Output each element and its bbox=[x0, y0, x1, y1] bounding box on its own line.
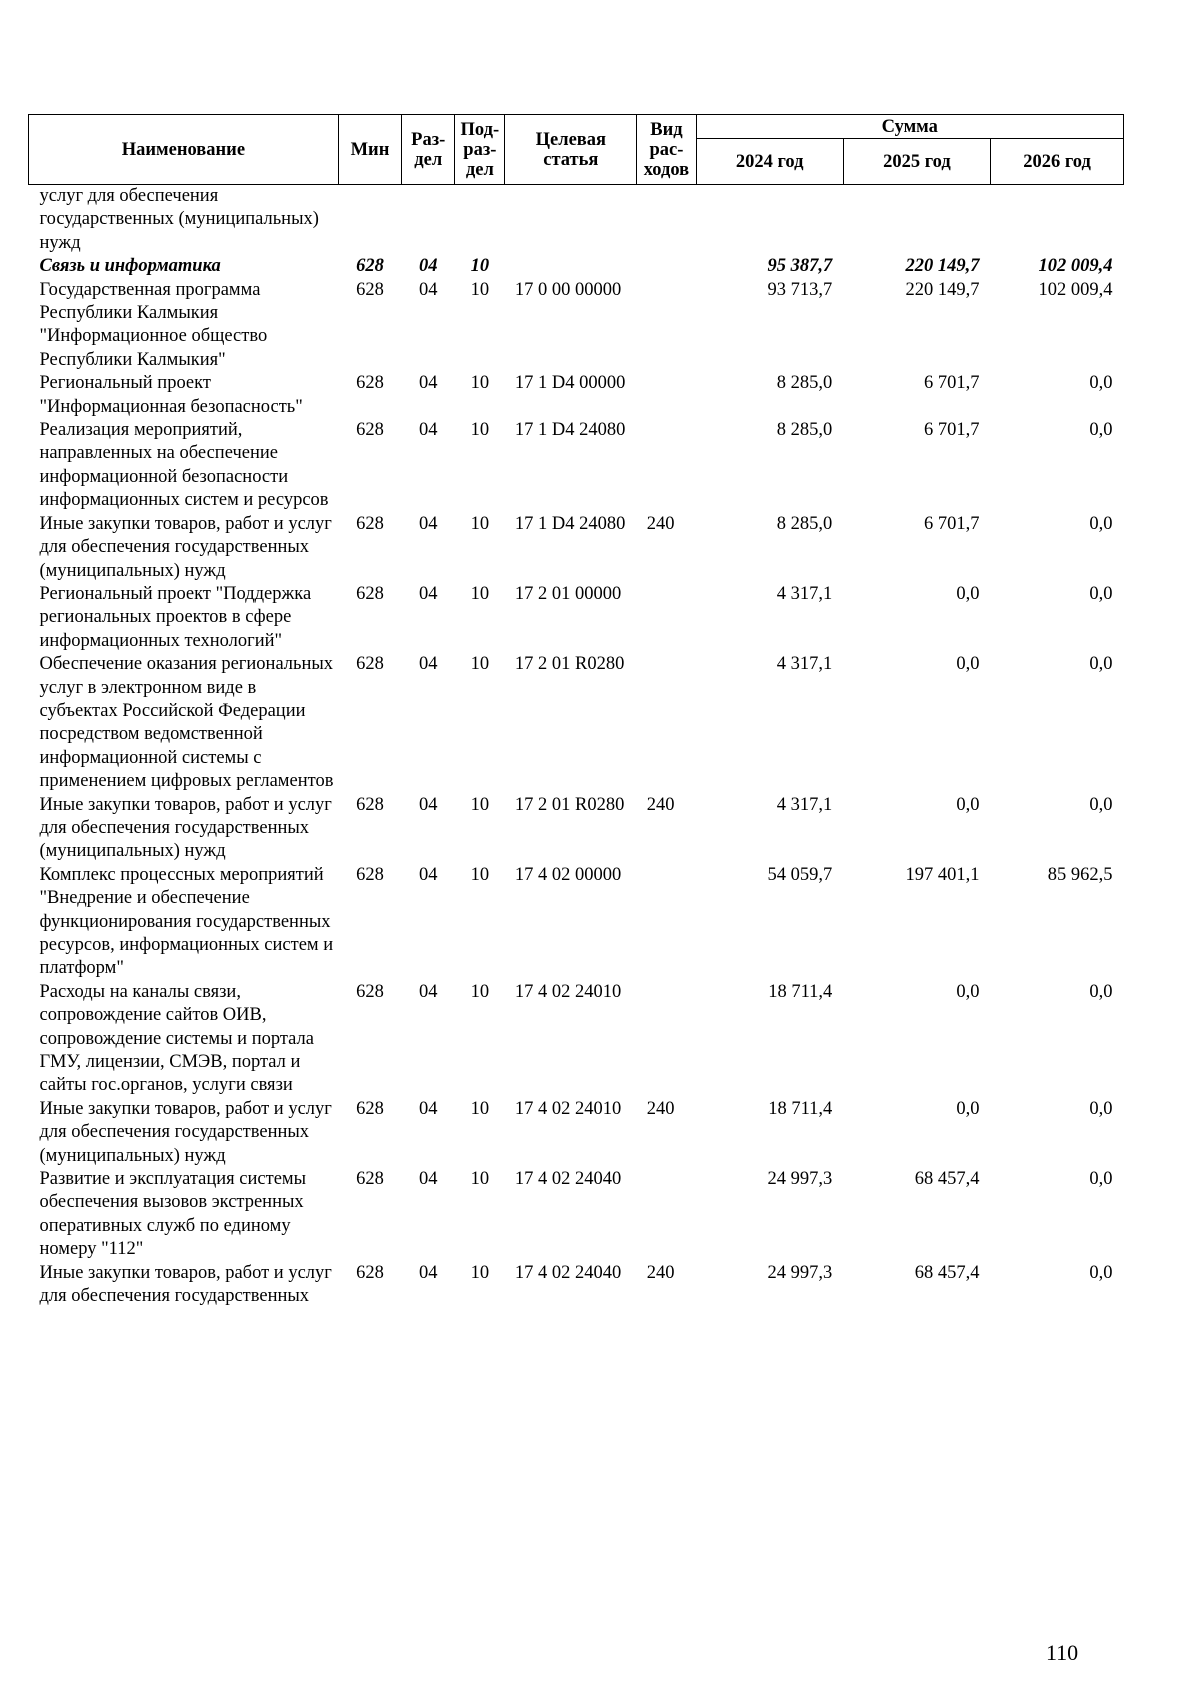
cell-y2024: 24 997,3 bbox=[767, 1262, 833, 1283]
cell-vid bbox=[637, 419, 696, 513]
cell-y2024: 4 317,1 bbox=[776, 583, 833, 604]
cell-vid bbox=[637, 372, 696, 419]
cell-name: Связь и информатика bbox=[39, 256, 221, 277]
cell-razdel: 04 bbox=[418, 864, 438, 885]
cell-y2024 bbox=[696, 185, 843, 256]
cell-y2025: 6 701,7 bbox=[924, 420, 980, 441]
cell-podrazdel: 10 bbox=[470, 583, 490, 604]
cell-y2025: 68 457,4 bbox=[914, 1169, 980, 1190]
cell-name: Иные закупки товаров, работ и услуг для обеспечения государственных (муниципальных) нужд bbox=[39, 513, 332, 581]
cell-podrazdel bbox=[455, 185, 505, 256]
table-row bbox=[29, 372, 1124, 419]
cell-razdel: 04 bbox=[418, 420, 438, 441]
cell-podrazdel: 10 bbox=[470, 654, 490, 675]
cell-y2024: 4 317,1 bbox=[776, 794, 833, 815]
table-row bbox=[29, 1098, 1124, 1168]
cell-target: 17 2 01 R0280 bbox=[514, 654, 625, 675]
cell-y2026: 0,0 bbox=[1089, 513, 1113, 534]
cell-podrazdel: 10 bbox=[470, 794, 490, 815]
cell-vid bbox=[637, 864, 696, 981]
cell-y2025: 0,0 bbox=[956, 1098, 980, 1119]
cell-name: Реализация мероприятий, направленных на обеспечение информационной безопасности информационных систем и ресурсов bbox=[39, 420, 329, 511]
cell-razdel: 04 bbox=[418, 583, 438, 604]
cell-podrazdel: 10 bbox=[470, 981, 490, 1002]
table-row bbox=[29, 1262, 1124, 1309]
cell-min: 628 bbox=[356, 981, 384, 1002]
cell-razdel bbox=[402, 185, 455, 256]
cell-name: Расходы на каналы связи, сопровождение сайтов ОИВ, сопровождение системы и портала ГМУ, лицензии, СМЭВ, портал и сайты гос.органов, услуги связи bbox=[39, 981, 314, 1096]
budget-table bbox=[28, 114, 1124, 1309]
cell-podrazdel: 10 bbox=[470, 279, 490, 300]
cell-y2024: 95 387,7 bbox=[767, 256, 833, 277]
cell-razdel: 04 bbox=[418, 794, 438, 815]
cell-y2026: 0,0 bbox=[1089, 981, 1113, 1002]
table-row bbox=[29, 185, 1124, 256]
cell-min bbox=[338, 185, 401, 256]
cell-name: Обеспечение оказания региональных услуг в электронном виде в субъектах Российской Федерации посредством ведомственной информационной системы с применением цифровых регламентов bbox=[39, 654, 334, 792]
table-row bbox=[29, 513, 1124, 583]
cell-y2024: 8 285,0 bbox=[776, 513, 833, 534]
cell-podrazdel: 10 bbox=[470, 1098, 490, 1119]
cell-y2024: 18 711,4 bbox=[768, 981, 833, 1002]
cell-y2025: 220 149,7 bbox=[905, 279, 980, 300]
cell-y2025: 68 457,4 bbox=[914, 1262, 980, 1283]
cell-min: 628 bbox=[356, 373, 384, 394]
cell-y2025: 6 701,7 bbox=[924, 513, 980, 534]
cell-razdel: 04 bbox=[418, 279, 438, 300]
cell-min: 628 bbox=[356, 1262, 384, 1283]
cell-razdel: 04 bbox=[418, 373, 438, 394]
cell-vid bbox=[637, 653, 696, 793]
cell-podrazdel: 10 bbox=[470, 864, 490, 885]
cell-y2026: 0,0 bbox=[1089, 654, 1113, 675]
cell-y2025 bbox=[843, 185, 990, 256]
cell-target: 17 1 D4 00000 bbox=[514, 373, 626, 394]
cell-y2026: 0,0 bbox=[1089, 420, 1113, 441]
table-row bbox=[29, 864, 1124, 981]
header-2024: 2024 год bbox=[696, 139, 843, 185]
table-row bbox=[29, 1168, 1124, 1262]
cell-y2026: 0,0 bbox=[1089, 1262, 1113, 1283]
cell-name: Комплекс процессных мероприятий "Внедрение и обеспечение функционирования государственных ресурсов, информационных систем и платформ" bbox=[39, 864, 334, 979]
cell-name: Региональный проект "Поддержка региональных проектов в сфере информационных технологий" bbox=[39, 583, 312, 651]
table-row bbox=[29, 255, 1124, 278]
cell-target: 17 1 D4 24080 bbox=[514, 513, 626, 534]
cell-y2024: 24 997,3 bbox=[767, 1169, 833, 1190]
cell-min: 628 bbox=[356, 1169, 384, 1190]
table-row bbox=[29, 653, 1124, 793]
cell-y2026: 85 962,5 bbox=[1047, 864, 1113, 885]
cell-target: 17 4 02 24010 bbox=[514, 1098, 622, 1119]
cell-min: 628 bbox=[356, 420, 384, 441]
cell-y2025: 0,0 bbox=[956, 654, 980, 675]
cell-min: 628 bbox=[356, 513, 384, 534]
cell-min: 628 bbox=[356, 256, 384, 277]
table-row bbox=[29, 583, 1124, 653]
table-row bbox=[29, 419, 1124, 513]
cell-razdel: 04 bbox=[418, 1169, 438, 1190]
cell-razdel: 04 bbox=[418, 256, 438, 277]
cell-vid: 240 bbox=[646, 1098, 675, 1119]
cell-target: 17 4 02 24010 bbox=[514, 981, 622, 1002]
cell-name: Иные закупки товаров, работ и услуг для обеспечения государственных (муниципальных) нужд bbox=[39, 1098, 332, 1166]
cell-y2024: 18 711,4 bbox=[768, 1098, 833, 1119]
cell-vid bbox=[637, 1168, 696, 1262]
cell-y2024: 54 059,7 bbox=[767, 864, 833, 885]
cell-y2026: 102 009,4 bbox=[1038, 279, 1113, 300]
cell-podrazdel: 10 bbox=[470, 1169, 490, 1190]
cell-y2026: 0,0 bbox=[1089, 1098, 1113, 1119]
cell-razdel: 04 bbox=[418, 1098, 438, 1119]
cell-y2024: 8 285,0 bbox=[776, 420, 833, 441]
cell-razdel: 04 bbox=[418, 513, 438, 534]
cell-podrazdel: 10 bbox=[470, 256, 490, 277]
cell-y2026: 0,0 bbox=[1089, 1169, 1113, 1190]
header-sum: Сумма bbox=[696, 115, 1123, 139]
cell-y2025: 0,0 bbox=[956, 583, 980, 604]
cell-vid bbox=[637, 279, 696, 373]
cell-y2025: 6 701,7 bbox=[924, 373, 980, 394]
cell-min: 628 bbox=[356, 279, 384, 300]
header-vid: Вид рас- ходов bbox=[637, 115, 696, 185]
cell-name: Государственная программа Республики Калмыкия "Информационное общество Республики Калмыкия" bbox=[39, 279, 268, 370]
cell-y2025: 197 401,1 bbox=[905, 864, 980, 885]
cell-target: 17 4 02 24040 bbox=[514, 1169, 622, 1190]
page-number: 110 bbox=[1046, 1640, 1079, 1665]
cell-y2025: 0,0 bbox=[956, 794, 980, 815]
cell-target: 17 2 01 00000 bbox=[514, 583, 622, 604]
table-body bbox=[29, 185, 1124, 1309]
header-2026: 2026 год bbox=[991, 139, 1124, 185]
header-target: Целевая статья bbox=[505, 115, 637, 185]
cell-min: 628 bbox=[356, 654, 384, 675]
cell-y2026: 0,0 bbox=[1089, 373, 1113, 394]
table-header bbox=[29, 115, 1124, 185]
cell-podrazdel: 10 bbox=[470, 373, 490, 394]
cell-target bbox=[505, 255, 637, 278]
cell-podrazdel: 10 bbox=[470, 420, 490, 441]
cell-target: 17 1 D4 24080 bbox=[514, 420, 626, 441]
header-name: Наименование bbox=[29, 115, 339, 185]
cell-vid bbox=[637, 583, 696, 653]
cell-name: Иные закупки товаров, работ и услуг для обеспечения государственных (муниципальных) нужд bbox=[39, 794, 332, 862]
cell-y2024: 8 285,0 bbox=[776, 373, 833, 394]
cell-vid: 240 bbox=[646, 794, 675, 815]
table-row bbox=[29, 279, 1124, 373]
cell-razdel: 04 bbox=[418, 654, 438, 675]
cell-target: 17 0 00 00000 bbox=[514, 279, 622, 300]
cell-podrazdel: 10 bbox=[470, 513, 490, 534]
cell-y2025: 0,0 bbox=[956, 981, 980, 1002]
header-podrazdel: Под- раз- дел bbox=[455, 115, 505, 185]
cell-name: Региональный проект "Информационная безопасность" bbox=[39, 373, 303, 417]
cell-min: 628 bbox=[356, 1098, 384, 1119]
cell-y2025: 220 149,7 bbox=[905, 256, 980, 277]
cell-target: 17 4 02 24040 bbox=[514, 1262, 622, 1283]
cell-y2026: 0,0 bbox=[1089, 583, 1113, 604]
cell-name: Развитие и эксплуатация системы обеспечения вызовов экстренных оперативных служб по единому номеру "112" bbox=[39, 1169, 307, 1260]
header-2025: 2025 год bbox=[843, 139, 990, 185]
cell-vid: 240 bbox=[646, 513, 675, 534]
table-row bbox=[29, 981, 1124, 1098]
cell-y2024: 4 317,1 bbox=[776, 654, 833, 675]
cell-vid bbox=[637, 255, 696, 278]
cell-vid bbox=[637, 981, 696, 1098]
cell-min: 628 bbox=[356, 864, 384, 885]
cell-target: 17 2 01 R0280 bbox=[514, 794, 625, 815]
cell-target bbox=[505, 185, 637, 256]
cell-y2026: 102 009,4 bbox=[1038, 256, 1113, 277]
cell-y2026: 0,0 bbox=[1089, 794, 1113, 815]
cell-razdel: 04 bbox=[418, 1262, 438, 1283]
cell-podrazdel: 10 bbox=[470, 1262, 490, 1283]
cell-name: услуг для обеспечения государственных (муниципальных) нужд bbox=[39, 186, 319, 253]
header-min: Мин bbox=[338, 115, 401, 185]
cell-razdel: 04 bbox=[418, 981, 438, 1002]
cell-min: 628 bbox=[356, 794, 384, 815]
table-row bbox=[29, 794, 1124, 864]
cell-vid bbox=[637, 185, 696, 256]
cell-vid: 240 bbox=[646, 1262, 675, 1283]
cell-min: 628 bbox=[356, 583, 384, 604]
header-razdel: Раз- дел bbox=[402, 115, 455, 185]
cell-y2026 bbox=[991, 185, 1124, 256]
cell-y2024: 93 713,7 bbox=[767, 279, 833, 300]
cell-target: 17 4 02 00000 bbox=[514, 864, 622, 885]
cell-name: Иные закупки товаров, работ и услуг для обеспечения государственных bbox=[39, 1262, 332, 1307]
